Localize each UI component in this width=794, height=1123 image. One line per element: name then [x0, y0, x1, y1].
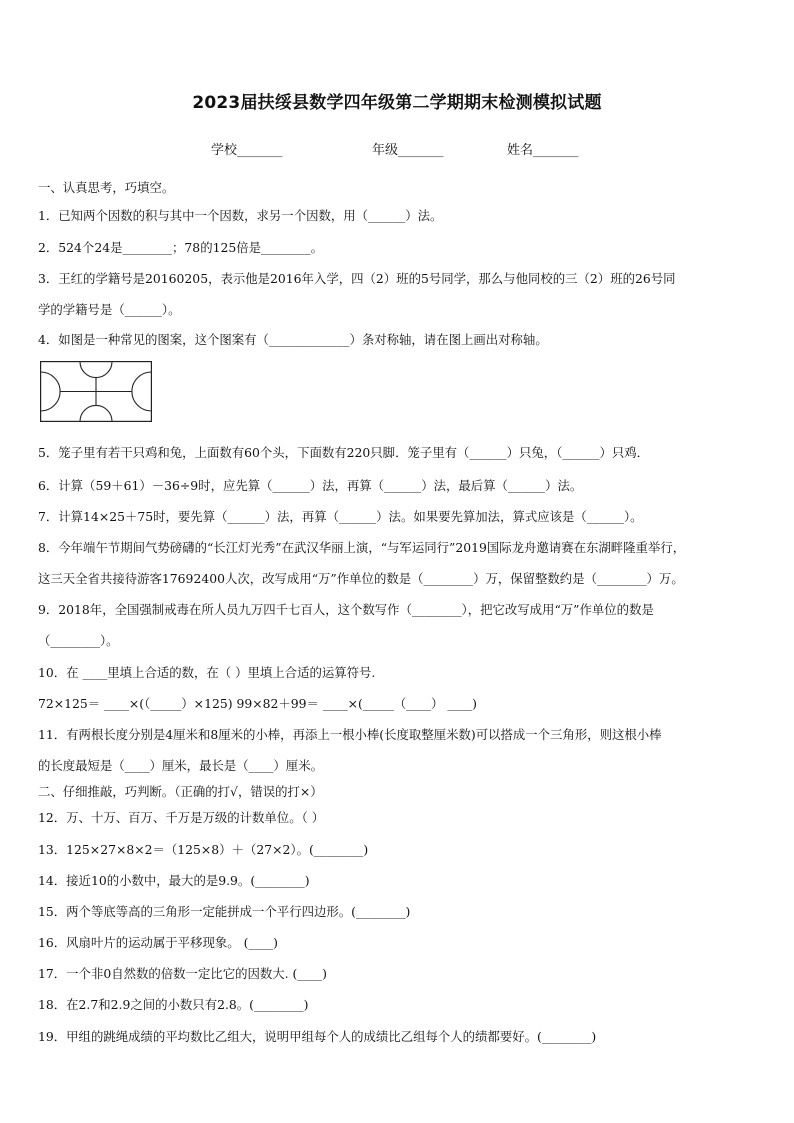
question-9-line-2: （________）。	[38, 633, 119, 648]
section-1-heading: 一、认真思考，巧填空。	[38, 180, 175, 195]
question-11-line-1: 11．有两根长度分别是4厘米和8厘米的小棒，再添上一根小棒(长度取整厘米数)可以搭成一个三角形，则这根小棒	[38, 727, 662, 742]
question-11-line-2: 的长度最短是（____）厘米，最长是（____）厘米。	[38, 758, 323, 773]
question-4: 4．如图是一种常见的图案，这个图案有（_____________）条对称轴，请在图上画出对称轴。	[38, 332, 548, 347]
question-18: 18．在2.7和2.9之间的小数只有2.8。(________)	[38, 997, 309, 1012]
question-13: 13．125×27×8×2＝（125×8）＋（27×2）。(________)	[38, 842, 369, 857]
question-12: 12．万、十万、百万、千万是万级的计数单位。（ ）	[38, 810, 325, 825]
question-10: 10．在 ____里填上合适的数，在（ ）里填上合适的运算符号.	[38, 665, 376, 680]
question-1: 1．已知两个因数的积与其中一个因数，求另一个因数，用（______）法。	[38, 208, 443, 223]
question-2: 2．524个24是________；78的125倍是________。	[38, 240, 323, 255]
question-10-equations: 72×125＝ ____×(（_____）×125) 99×82＋99＝ ____×(_____（____） ____)	[38, 696, 477, 711]
section-2-heading: 二、仔细推敲，巧判断。（正确的打√，错误的打×）	[38, 784, 323, 799]
question-8-line-2: 这三天全省共接待游客17692400人次，改写成用“万”作单位的数是（________）万，保留整数约是（________）万。	[38, 571, 684, 586]
grade-field: 年级_______	[372, 143, 444, 158]
question-9-line-1: 9．2018年，全国强制戒毒在所人员九万四千七百人，这个数写作（________），把它改写成用“万”作单位的数是	[38, 602, 654, 617]
name-field: 姓名_______	[507, 143, 579, 158]
question-14: 14．接近10的小数中，最大的是9.9。(________)	[38, 873, 310, 888]
question-8-line-1: 8．今年端午节期间气势磅礴的“长江灯光秀”在武汉华丽上演，“与军运同行”2019国际龙舟邀请赛在东湖畔隆重举行，	[38, 540, 686, 555]
question-6: 6．计算（59＋61）－36÷9时，应先算（______）法，再算（______）法，最后算（______）法。	[38, 478, 583, 493]
symmetry-pattern-figure	[40, 361, 152, 422]
school-field: 学校_______	[211, 143, 283, 158]
question-3-line-2: 学的学籍号是（______）。	[38, 302, 181, 317]
question-17: 17．一个非0自然数的倍数一定比它的因数大. (____)	[38, 966, 328, 981]
question-7: 7．计算14×25＋75时，要先算（______）法，再算（______）法。如果要先算加法，算式应该是（______）。	[38, 509, 643, 524]
question-3-line-1: 3．王红的学籍号是20160205，表示他是2016年入学，四（2）班的5号同学，那么与他同校的三（2）班的26号同	[38, 271, 676, 286]
question-19: 19．甲组的跳绳成绩的平均数比乙组大，说明甲组每个人的成绩比乙组每个人的绩都要好。(________)	[38, 1029, 597, 1044]
page-title: 2023届扶绥县数学四年级第二学期期末检测模拟试题	[192, 93, 602, 113]
question-15: 15．两个等底等高的三角形一定能拼成一个平行四边形。(________)	[38, 904, 411, 919]
question-5: 5．笼子里有若干只鸡和兔，上面数有60个头，下面数有220只脚．笼子里有（______）只兔，（______）只鸡．	[38, 445, 650, 460]
question-16: 16．风扇叶片的运动属于平移现象。 (____)	[38, 935, 279, 950]
